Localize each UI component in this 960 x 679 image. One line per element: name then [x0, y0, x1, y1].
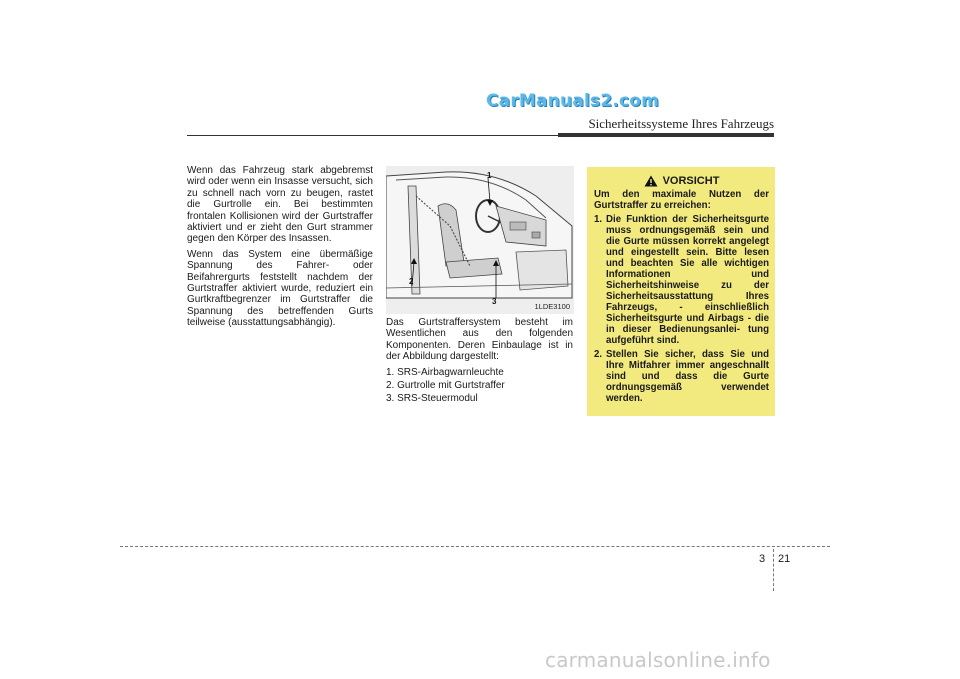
middle-intro: Das Gurtstraffersystem besteht im Wesentlichen aus den folgenden Komponenten. Deren Einbaulage ist in der Abbildung dargestellt: [386, 317, 573, 363]
component-item-3: 3. SRS-Steuermodul [386, 393, 478, 405]
footer-rule [120, 546, 830, 547]
warning-item-2 [594, 349, 769, 404]
warning-item-text: Stellen Sie sicher, dass Sie und Ihre Mitfahrer immer angeschnallt sind und dass die Gurte ordnungsgemäß verwendet werden. [606, 349, 769, 404]
warning-intro: Um den maximale Nutzen der Gurtstraffer zu erreichen: [594, 189, 769, 211]
warning-header [594, 175, 769, 187]
chapter-number: 3 [759, 553, 766, 565]
figure-code: 1LDE3100 [534, 302, 570, 311]
left-column [187, 165, 373, 333]
warning-item-number: 2. [594, 349, 603, 360]
section-title: Sicherheitssysteme Ihres Fahrzeugs [588, 116, 774, 131]
page-number: 21 [778, 553, 791, 565]
left-paragraph-1: Wenn das Fahrzeug stark abgebremst wird oder wenn ein Insasse versucht, sich zu schnell nach vorn zu beugen, rastet die Gurtrolle ein. Bei bestimmten frontalen Kollisionen wird der Gurtstraffer aktiviert und er zieht den Gurt strammer gegen den Körper des Insassen. [187, 165, 373, 245]
warning-triangle-icon [644, 175, 658, 187]
header-rule-accent [558, 133, 774, 137]
middle-column [386, 317, 573, 407]
figure-label-3: 3 [492, 297, 497, 306]
warning-title: VORSICHT [662, 174, 720, 187]
figure-label-1: 1 [487, 171, 492, 180]
car-interior-illustration [386, 166, 574, 314]
footer-divider [773, 549, 774, 591]
watermark-carmanuals2: CarManuals2.com [486, 91, 660, 111]
warning-item-1 [594, 214, 769, 346]
warning-item-number: 1. [594, 214, 603, 225]
left-paragraph-2: Wenn das System eine übermäßige Spannung des Fahrer- oder Beifahrergurts feststellt nachdem der Gurtstraffer aktiviert wurde, reduziert ein Gurtkraftbegrenzer im Gurtstraffer die Spannung des betreffenden Gurts teilweise (ausstattungsabhängig). [187, 248, 373, 329]
component-item-2: 2. Gurtrolle mit Gurtstraffer [386, 380, 505, 392]
warning-item-text: Die Funktion der Sicherheitsgurte muss ordnungsgemäß sein und die Gurte müssen korrekt angelegt und eingestellt sein. Bitte lesen und beachten Sie alle wichtigen Informationen und Sicherheitshinweise zu der Sicherheitsausstattung Ihres Fahrzeugs, - einschließlich Sicherheitsgurte und Airbags - die in dieser Bedienungsanlei- tung aufgeführt sind. [606, 214, 769, 346]
car-interior-figure [386, 166, 574, 314]
watermark-carmanualsonline: carmanualsonline.info [545, 648, 771, 672]
warning-box [587, 167, 775, 416]
component-item-1: 1. SRS-Airbagwarnleuchte [386, 366, 504, 378]
figure-label-2: 2 [409, 277, 414, 286]
